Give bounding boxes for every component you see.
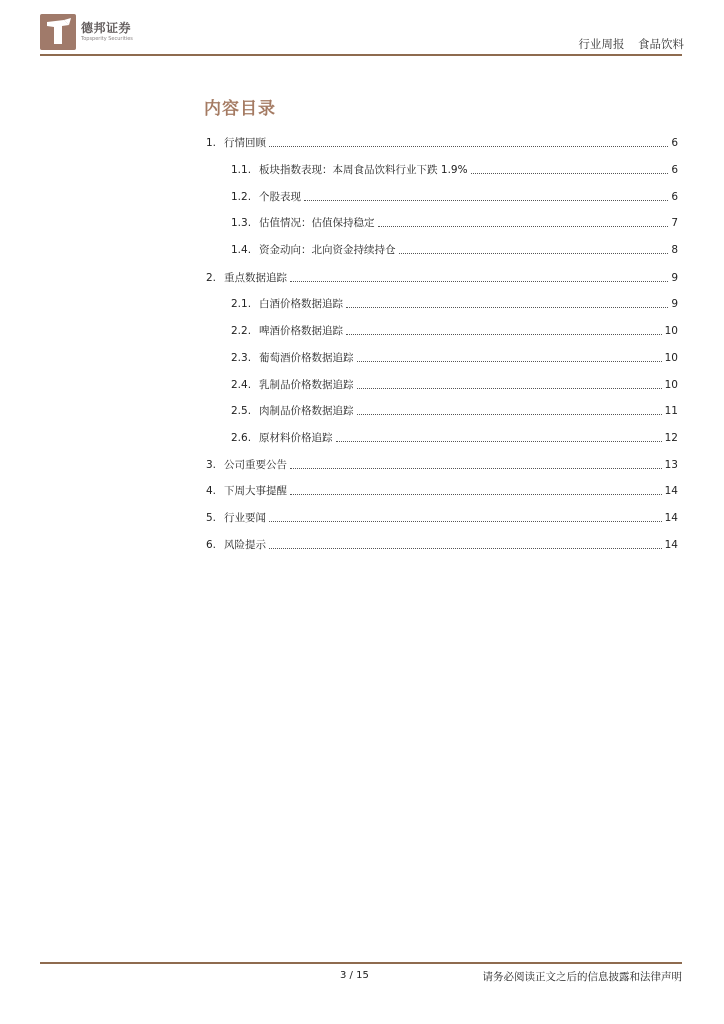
toc-entry-number: 2.5.	[231, 405, 252, 417]
toc-entry-page: 6	[671, 164, 678, 176]
toc-entry-page: 14	[664, 539, 678, 551]
toc-entry-page: 6	[671, 191, 678, 203]
toc-entry[interactable]	[231, 241, 678, 257]
toc-entry-number: 6.	[206, 539, 217, 551]
toc-entry-number: 1.	[206, 137, 217, 149]
toc-entry-number: 2.	[206, 272, 217, 284]
toc-entry[interactable]	[231, 322, 678, 338]
toc-dot-leader	[346, 307, 668, 308]
toc-entry[interactable]	[206, 456, 678, 472]
toc-entry-number: 1.2.	[231, 191, 252, 203]
toc-entry-number: 3.	[206, 459, 217, 471]
toc-entry-number: 2.2.	[231, 325, 252, 337]
toc-entry-title: 资金动向：北向资金持续持仓	[259, 244, 396, 256]
toc-entry-number: 4.	[206, 485, 217, 497]
toc-entry-page: 8	[671, 244, 678, 256]
toc-entry-page: 12	[664, 432, 678, 444]
toc-dot-leader	[269, 146, 668, 147]
toc-dot-leader	[290, 468, 662, 469]
logo-name: 德邦证券	[81, 21, 132, 35]
toc-entry-number: 2.6.	[231, 432, 252, 444]
toc-dot-leader	[346, 334, 662, 335]
toc-entry[interactable]	[231, 402, 678, 418]
toc-dot-leader	[269, 521, 662, 522]
toc-entry-title: 风险提示	[224, 539, 267, 551]
toc-entry-number: 2.3.	[231, 352, 252, 364]
page-number: 3 / 15	[340, 970, 369, 981]
toc-entry-number: 1.3.	[231, 217, 252, 229]
toc-entry-title: 板块指数表现：本周食品饮料行业下跌 1.9%	[259, 164, 468, 176]
footer-disclaimer: 请务必阅读正文之后的信息披露和法律声明	[482, 971, 682, 983]
toc-entry-title: 肉制品价格数据追踪	[259, 405, 354, 417]
toc-dot-leader	[336, 441, 662, 442]
toc-entry-page: 7	[671, 217, 678, 229]
toc-entry-page: 11	[664, 405, 678, 417]
toc-entry-title: 啤酒价格数据追踪	[259, 325, 344, 337]
toc-entry-title: 个股表现	[259, 191, 302, 203]
toc-dot-leader	[290, 281, 668, 282]
toc-dot-leader	[357, 414, 662, 415]
toc-entry-page: 14	[664, 485, 678, 497]
toc-dot-leader	[399, 253, 669, 254]
toc-entry-number: 1.1.	[231, 164, 252, 176]
toc-entry-title: 白酒价格数据追踪	[259, 298, 344, 310]
toc-dot-leader	[357, 388, 662, 389]
toc-entry[interactable]	[231, 349, 678, 365]
toc-entry-title: 原材料价格追踪	[259, 432, 333, 444]
toc-entry-title: 估值情况：估值保持稳定	[259, 217, 375, 229]
toc-entry-number: 2.1.	[231, 298, 252, 310]
toc-entry-title: 下周大事提醒	[224, 485, 288, 497]
company-logo	[40, 14, 140, 54]
toc-entry[interactable]	[231, 376, 678, 392]
toc-entry-page: 6	[671, 137, 678, 149]
header-report-info	[578, 36, 684, 52]
toc-entry-title: 公司重要公告	[224, 459, 288, 471]
toc-entry[interactable]	[231, 214, 678, 230]
toc-dot-leader	[304, 200, 668, 201]
toc-entry-page: 10	[664, 325, 678, 337]
toc-entry-title: 乳制品价格数据追踪	[259, 379, 354, 391]
toc-dot-leader	[290, 494, 662, 495]
toc-dot-leader	[357, 361, 662, 362]
toc-entry[interactable]	[206, 482, 678, 498]
toc-entry-title: 葡萄酒价格数据追踪	[259, 352, 354, 364]
toc-entry-number: 2.4.	[231, 379, 252, 391]
toc-entry-title: 行业要闻	[224, 512, 267, 524]
toc-entry-title: 重点数据追踪	[224, 272, 288, 284]
page-header	[0, 0, 724, 60]
logo-subtitle: Topsperity Securities	[81, 36, 133, 42]
toc-entry-page: 9	[671, 298, 678, 310]
toc-entry[interactable]	[206, 269, 678, 285]
toc-entry-number: 1.4.	[231, 244, 252, 256]
toc-entry-page: 10	[664, 352, 678, 364]
toc-dot-leader	[471, 173, 669, 174]
toc-entry-number: 5.	[206, 512, 217, 524]
toc-entry[interactable]	[231, 161, 678, 177]
toc-entry[interactable]	[206, 509, 678, 525]
toc-entry[interactable]	[231, 295, 678, 311]
toc-entry[interactable]	[206, 536, 678, 552]
toc-entry-page: 13	[664, 459, 678, 471]
toc-entry-page: 9	[671, 272, 678, 284]
toc-dot-leader	[269, 548, 662, 549]
toc-entry-title: 行情回顾	[224, 137, 267, 149]
toc-entry[interactable]	[231, 188, 678, 204]
toc-entry-page: 14	[664, 512, 678, 524]
toc-title: 内容目录	[204, 99, 276, 119]
toc-entry-page: 10	[664, 379, 678, 391]
report-type: 行业周报	[578, 37, 625, 51]
header-divider	[40, 54, 682, 56]
toc-dot-leader	[378, 226, 669, 227]
logo-mark-icon	[40, 14, 76, 50]
toc-entry[interactable]	[206, 134, 678, 150]
toc-entry[interactable]	[231, 429, 678, 445]
report-sector: 食品饮料	[638, 37, 684, 51]
footer-divider	[40, 962, 682, 964]
